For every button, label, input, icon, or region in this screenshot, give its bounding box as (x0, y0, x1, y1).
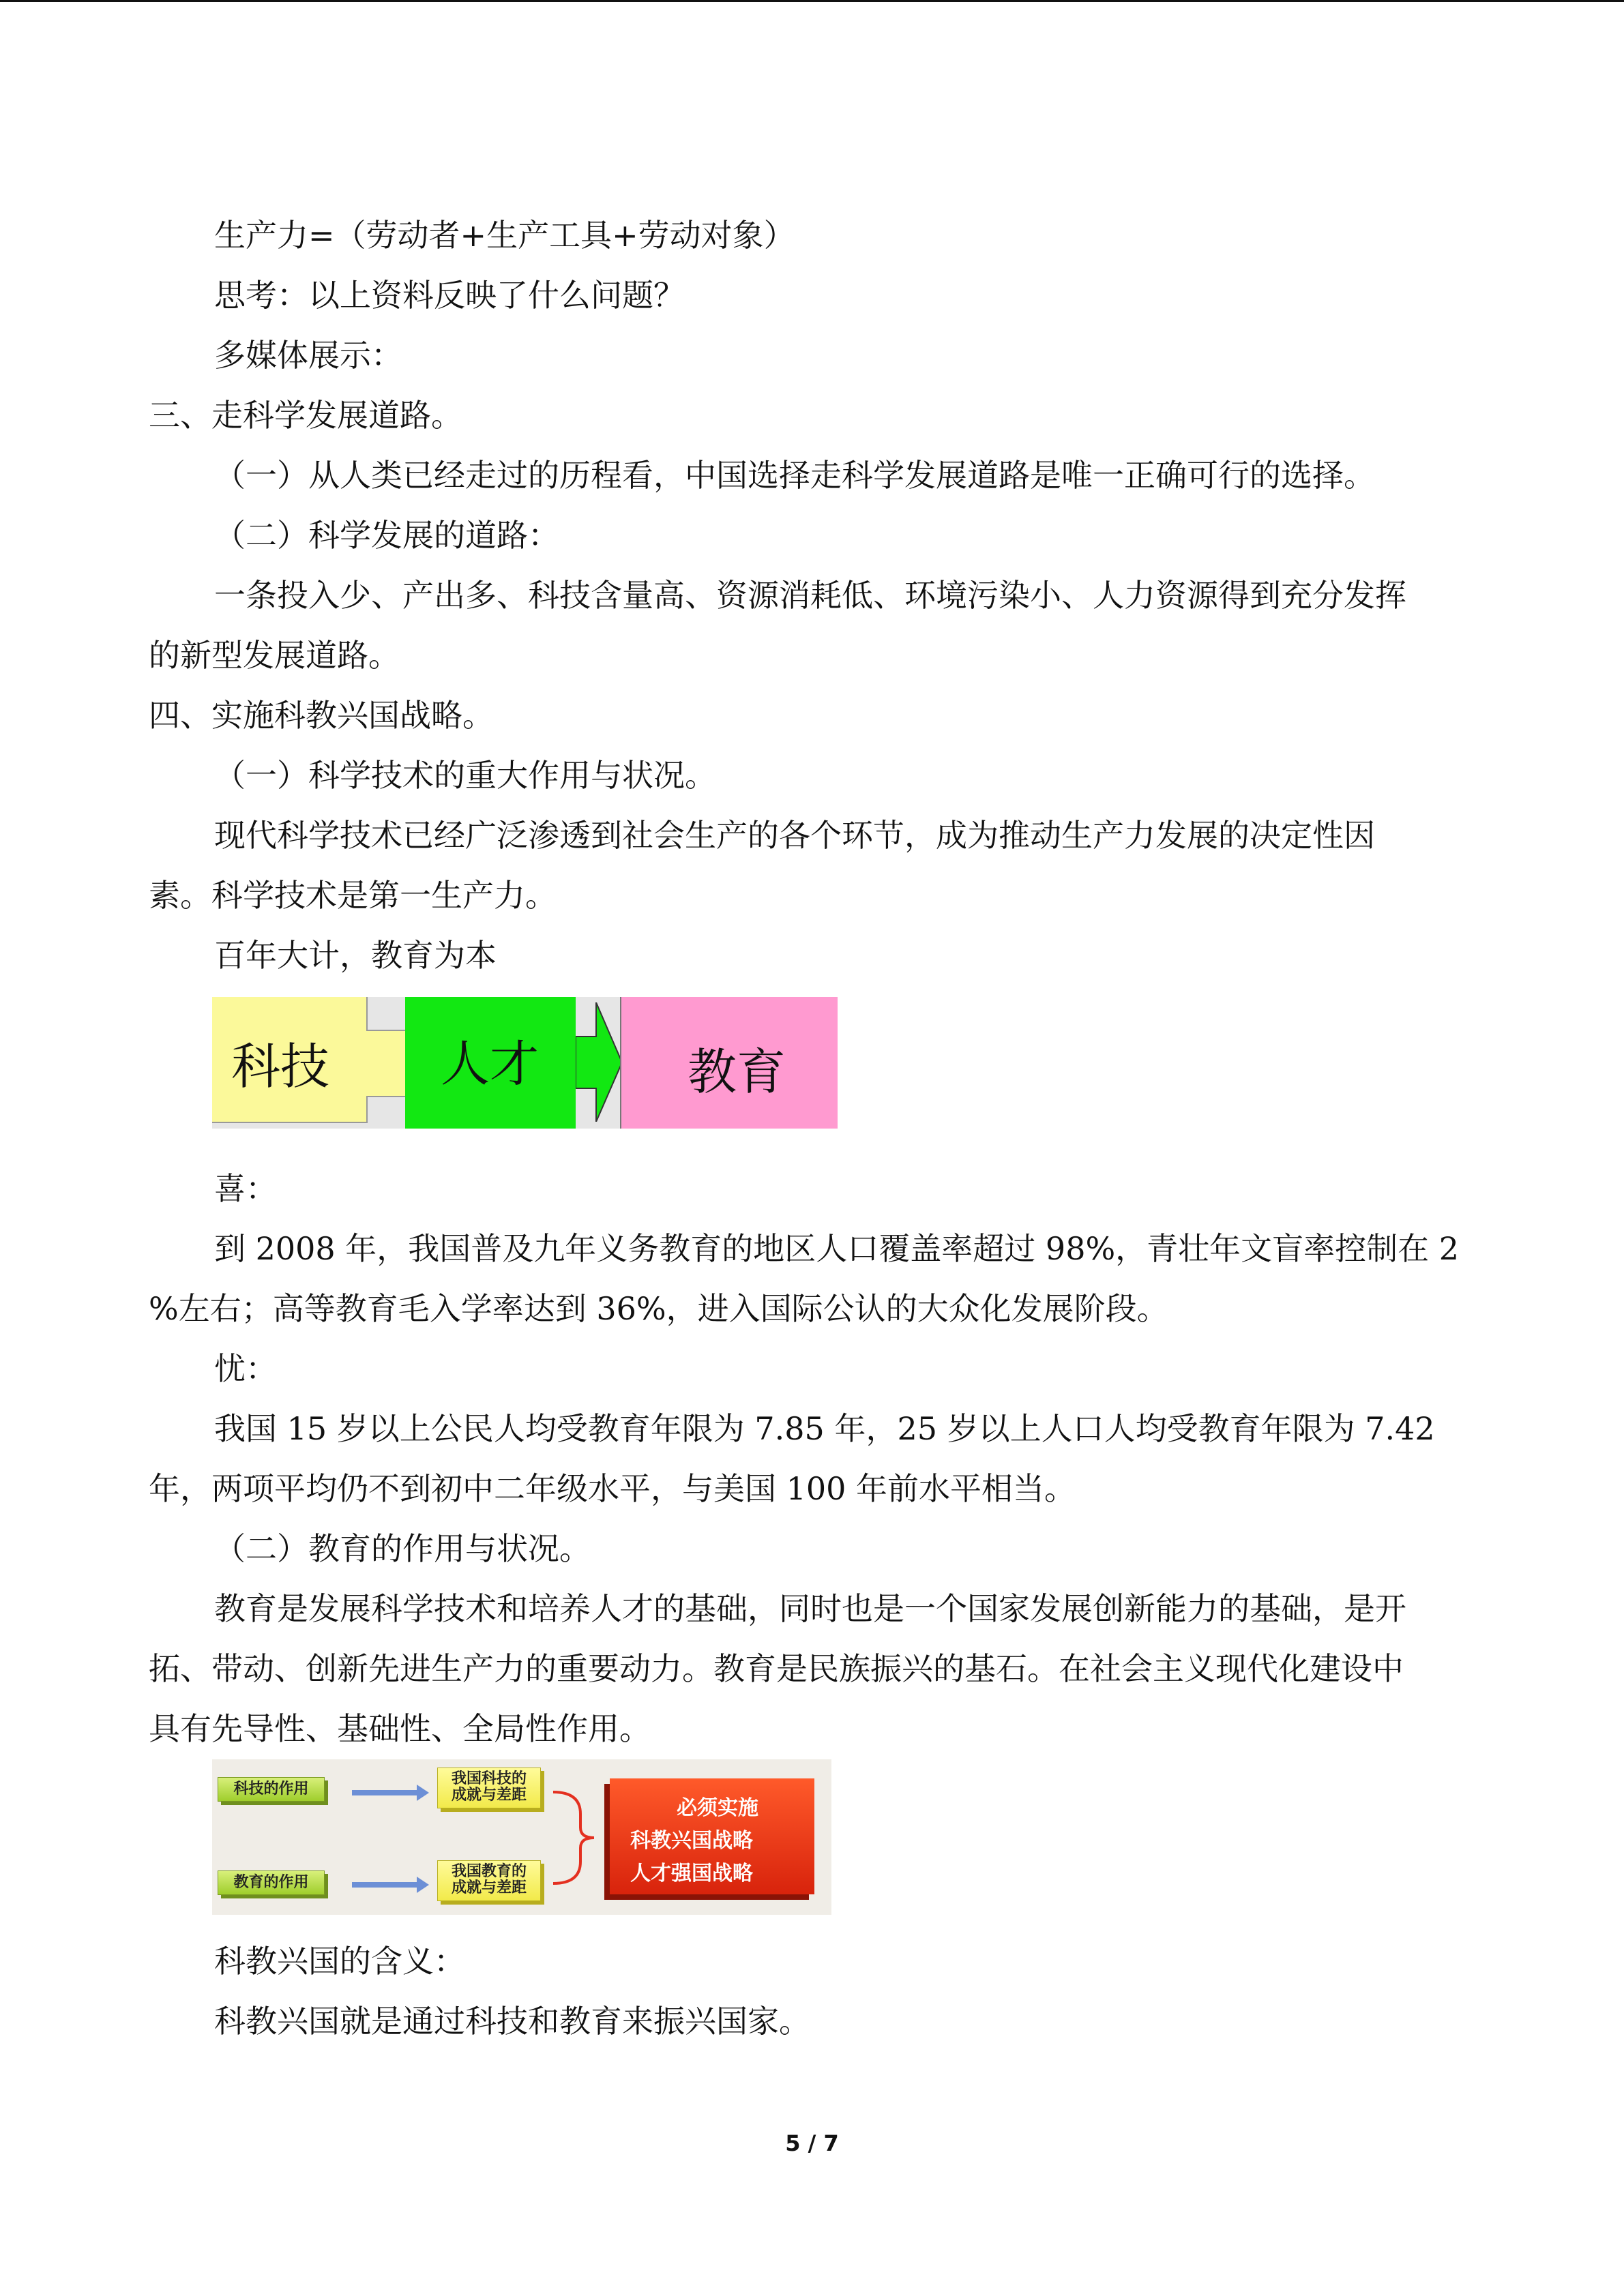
section-heading: 四、实施科教兴国战略。 (149, 697, 494, 734)
jiaoyu-box (620, 997, 838, 1129)
keji-label: 科技 (231, 1038, 330, 1095)
text-line: 一条投入少、产出多、科技含量高、资源消耗低、环境污染小、人力资源得到充分发挥 (214, 577, 1406, 614)
text-line: 思考：以上资料反映了什么问题？ (214, 277, 685, 314)
text-line: 教育是发展科学技术和培养人才的基础，同时也是一个国家发展创新能力的基础，是开 (214, 1590, 1406, 1627)
edu-achievement-box (437, 1860, 541, 1901)
result-line3: 人才强国战略 (630, 1862, 753, 1885)
text-line: （二）科学发展的道路： (214, 517, 559, 554)
sci-ach-line2: 成就与差距 (451, 1787, 527, 1804)
text-line: 的新型发展道路。 (149, 637, 400, 674)
top-rule (0, 0, 1624, 2)
keji-box (212, 997, 368, 1123)
text-line: 百年大计，教育为本 (214, 937, 497, 974)
page-number: 5 / 7 (785, 2130, 839, 2156)
text-line: 多媒体展示： (214, 337, 402, 374)
text-line: 年，两项平均仍不到初中二年级水平，与美国 100 年前水平相当。 (149, 1470, 1076, 1507)
text-line: 科教兴国的含义： (214, 1943, 465, 1980)
edu-role-box: 教育的作用 (218, 1870, 325, 1895)
strategy-result-box (610, 1778, 814, 1894)
rencai-box (405, 997, 576, 1129)
sci-achievement-box (437, 1768, 541, 1808)
text-line: （一）科学技术的重大作用与状况。 (214, 757, 716, 794)
strategy-flow-diagram (212, 1759, 831, 1915)
sci-ach-line1: 我国科技的 (451, 1770, 527, 1787)
text-line: 具有先导性、基础性、全局性作用。 (149, 1710, 651, 1747)
sci-role-box: 科技的作用 (218, 1777, 325, 1802)
text-line: 拓、带动、创新先进生产力的重要动力。教育是民族振兴的基石。在社会主义现代化建设中 (149, 1650, 1404, 1687)
text-line: 现代科学技术已经广泛渗透到社会生产的各个环节，成为推动生产力发展的决定性因 (214, 817, 1375, 854)
text-line: 喜： (214, 1170, 277, 1207)
text-line: 生产力=（劳动者+生产工具+劳动对象） (214, 217, 795, 254)
arrow-right-icon (352, 1877, 429, 1893)
text-line: 科教兴国就是通过科技和教育来振兴国家。 (214, 2003, 810, 2040)
arrow-right-icon (576, 1002, 623, 1122)
result-line1: 必须实施 (677, 1796, 758, 1820)
brace-icon (553, 1792, 594, 1883)
result-line2: 科教兴国战略 (630, 1829, 753, 1853)
edu-ach-line1: 我国教育的 (451, 1863, 527, 1880)
science-talent-education-diagram (212, 997, 836, 1129)
text-line: 忧： (214, 1350, 277, 1387)
text-line: 到 2008 年，我国普及九年义务教育的地区人口覆盖率超过 98%，青壮年文盲率控制在 2 (214, 1230, 1460, 1267)
text-line: %左右；高等教育毛入学率达到 36%，进入国际公认的大众化发展阶段。 (149, 1290, 1168, 1327)
rencai-label: 人才 (441, 1035, 540, 1092)
text-line: （二）教育的作用与状况。 (214, 1530, 591, 1567)
text-line: 我国 15 岁以上公民人均受教育年限为 7.85 年，25 岁以上人口人均受教育年限为 7.42 (214, 1410, 1435, 1447)
text-line: 素。科学技术是第一生产力。 (149, 877, 557, 914)
text-line: （一）从人类已经走过的历程看，中国选择走科学发展道路是唯一正确可行的选择。 (214, 457, 1375, 494)
section-heading: 三、走科学发展道路。 (149, 397, 462, 434)
edu-ach-line2: 成就与差距 (451, 1879, 527, 1896)
arrow-right-icon (352, 1785, 429, 1801)
jiaoyu-label: 教育 (688, 1043, 786, 1101)
